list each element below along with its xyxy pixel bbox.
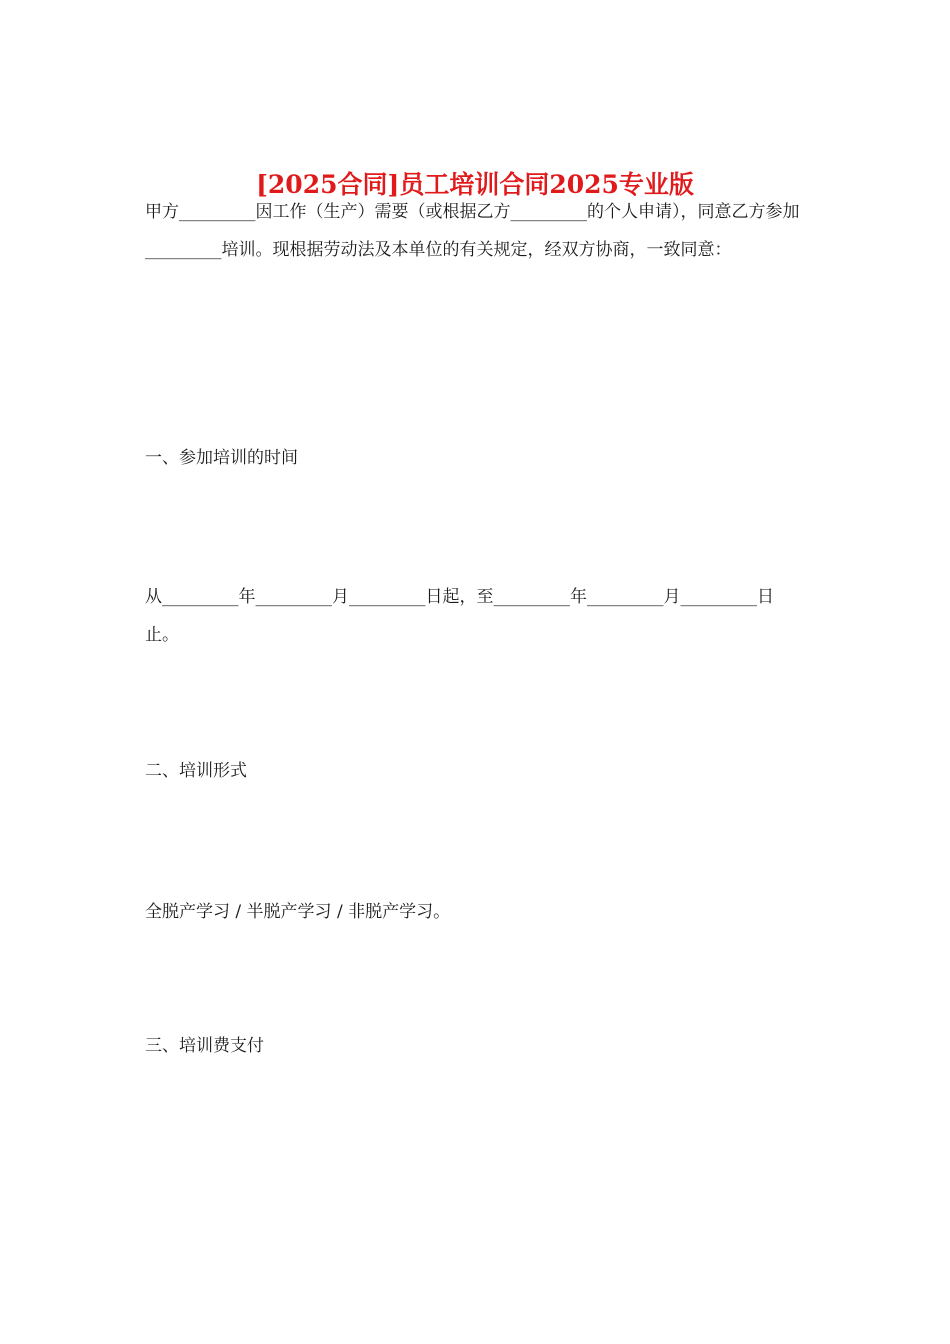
intro-paragraph: 甲方_________因工作（生产）需要（或根据乙方_________的个人申请），同意乙方参加_________培训。现根据劳动法及本单位的有关规定，经双方协商，一致同意： xyxy=(145,202,800,260)
training-forms-paragraph: 全脱产学习 / 半脱产学习 / 非脱产学习。 xyxy=(145,902,451,922)
section-heading-training-time: 一、参加培训的时间 xyxy=(145,448,298,468)
training-dates-paragraph: 从_________年_________月_________日起，至_________年_________月_________日止。 xyxy=(145,587,774,645)
document-title: [2025合同]员工培训合同2025专业版 xyxy=(256,169,694,199)
section-heading-training-fee: 三、培训费支付 xyxy=(145,1036,264,1056)
section-heading-training-form: 二、培训形式 xyxy=(145,761,247,781)
